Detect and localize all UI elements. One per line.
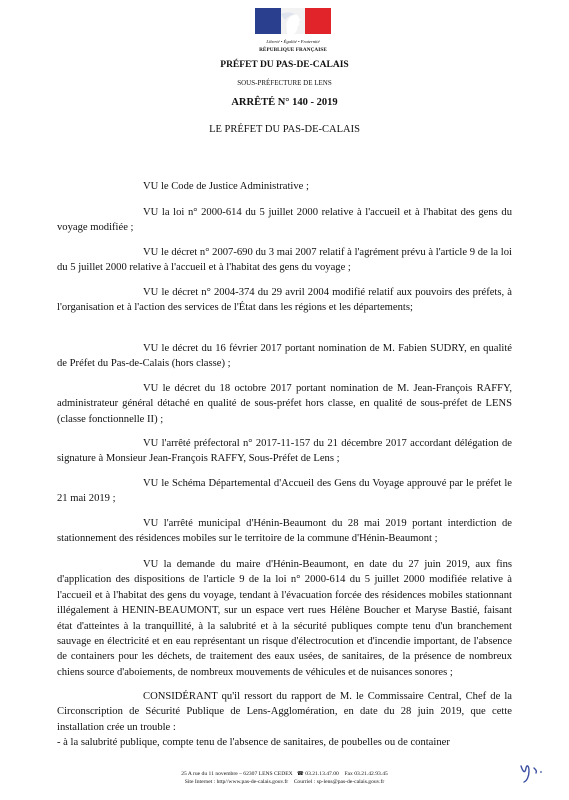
paragraph-demande-maire: VU la demande du maire d'Hénin-Beaumont, en date du 27 juin 2019, aux fins d'application des dispositions de l'article 9 de la loi n° 2000-614 du 5 juillet 2000 modifiée relative à l'accueil et à l'habitat des gens du voyage, tendant à l'évacuation forcée des résidences mobiles stationnant illégalement à HENIN-BEAUMONT, sur un espace vert rues Hélène Boucher et Maryse Bastié, faisant état d'atteintes à la tranquillité, à la salubrité et à la sécurité publiques compte tenu d'un branchement sauvage en électricité et en eau représentant un risque d'électrocution et d'incendie important, de l'absence de containers pour les déchets, de traitement des eaux usées, de sanitaires, de la présence de nombreux chiens source d'aboiements, de nombreux mouvements de véhicules et de nuisances sonores ; <box>57 559 512 678</box>
republic-motto: Liberté • Égalité • Fraternité <box>266 39 320 44</box>
authority-heading: LE PRÉFET DU PAS-DE-CALAIS <box>209 124 360 135</box>
paragraph-delegation: VU l'arrêté préfectoral n° 2017-11-157 du 21 décembre 2017 accordant délégation de signature à Monsieur Jean-François RAFFY, Sous-Préfet de Lens ; <box>57 438 512 465</box>
phone-icon: ☎ <box>296 771 304 777</box>
footer-address: 25 A rue du 11 novembre – 62307 LENS CEDEX <box>181 771 293 777</box>
prefect-heading: PRÉFET DU PAS-DE-CALAIS <box>220 60 349 70</box>
arrete-number: ARRÊTÉ N° 140 - 2019 <box>231 97 338 108</box>
footer-phone: 03.21.13.47.00 <box>305 771 339 777</box>
paragraph-decret-2004: VU le décret n° 2004-374 du 29 avril 2004 modifié relatif aux pouvoirs des préfets, à l'organisation et à l'action des services de l'État dans les régions et les départements; <box>57 287 512 314</box>
marianne-logo <box>255 8 331 54</box>
footer-website: Site Internet : http//www.pas-de-calais.gouv.fr <box>184 779 289 785</box>
paragraph-nomination-sudry: VU le décret du 16 février 2017 portant nomination de M. Fabien SUDRY, en qualité de Préfet du Pas-de-Calais (hors classe) ; <box>57 343 512 370</box>
marianne-profile-icon <box>273 10 313 34</box>
paragraph-arrete-municipal: VU l'arrêté municipal d'Hénin-Beaumont du 28 mai 2019 portant interdiction de stationnement des résidences mobiles sur le territoire de la commune d'Hénin-Beaumont ; <box>57 518 512 545</box>
handwritten-signature <box>518 758 550 784</box>
footer-contact-line <box>0 770 569 778</box>
paragraph-decret-2007: VU le décret n° 2007-690 du 3 mai 2007 relatif à l'agrément prévu à l'article 9 de la loi du 5 juillet 2000 relative à l'accueil et à l'habitat des gens du voyage ; <box>57 247 512 274</box>
republic-name: RÉPUBLIQUE FRANÇAISE <box>259 47 327 53</box>
paragraph-code-justice: VU le Code de Justice Administrative ; <box>143 181 309 192</box>
footer-web-line <box>0 778 569 786</box>
paragraph-considerant: CONSIDÉRANT qu'il ressort du rapport de M. le Commissaire Central, Chef de la Circonscription de Sécurité Publique de Lens-Agglomération, en date du 28 juin 2019, que cette installation crée un trouble : <box>57 691 512 733</box>
sub-prefecture-heading: SOUS-PRÉFECTURE DE LENS <box>237 79 332 87</box>
paragraph-schema: VU le Schéma Départemental d'Accueil des Gens du Voyage approuvé par le préfet le 21 mai 2019 ; <box>57 478 512 505</box>
paragraph-salubrite: - à la salubrité publique, compte tenu de l'absence de sanitaires, de poubelles ou de container <box>57 737 450 748</box>
paragraph-nomination-raffy: VU le décret du 18 octobre 2017 portant nomination de M. Jean-François RAFFY, administrateur général détaché en qualité de sous-préfet hors classe, en qualité de sous-préfet de LENS (classe fonctionnelle II) ; <box>57 383 512 425</box>
paragraph-loi-2000: VU la loi n° 2000-614 du 5 juillet 2000 relative à l'accueil et à l'habitat des gens du voyage modifiée ; <box>57 207 512 234</box>
footer-email: Courriel : sp-lens@pas-de-calais.gouv.fr <box>293 779 385 785</box>
footer-fax: Fax 03.21.42.93.45 <box>344 771 388 777</box>
